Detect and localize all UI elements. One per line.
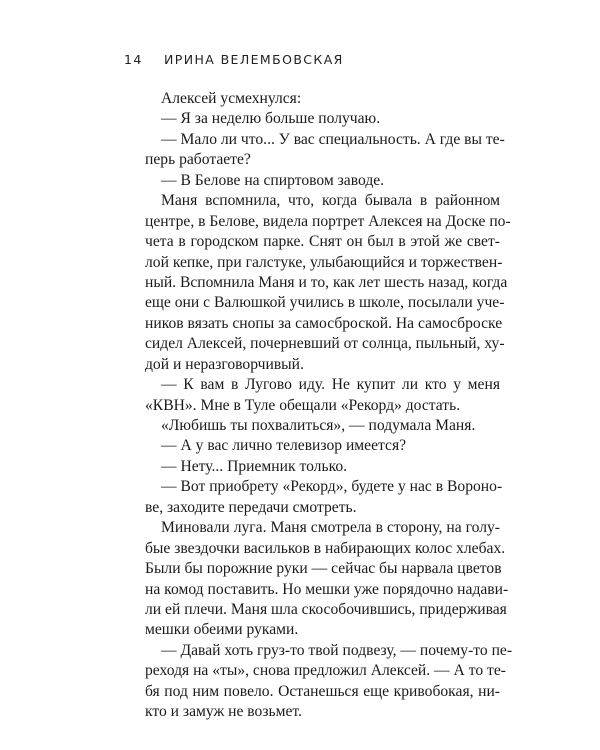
text-line: — К вам в Лугово иду. Не купит ли кто у меня xyxy=(161,376,500,394)
text-line: Алексей усмехнулся: xyxy=(161,90,302,107)
text-line: лой кепке, при галстуке, улыбающийся и торжествен- xyxy=(145,253,503,271)
text-line: бя под ним повело. Останешься еще кривобокая, ни- xyxy=(145,682,500,700)
text-line: Миновали луга. Маня смотрела в сторону, на голу- xyxy=(161,519,500,537)
text-line: «Любишь ты похвалиться», — подумала Маня. xyxy=(161,417,476,434)
text-line: дой и неразговорчивый. xyxy=(145,355,304,373)
text-line: кто и замуж не возьмет. xyxy=(145,703,302,721)
text-line: Маня вспомнила, что, когда бывала в районном xyxy=(161,192,500,210)
text-line: ников вязать снопы за самосброской. На самосброске xyxy=(145,314,503,332)
text-line: на комод поставить. Но мешки уже порядочно надави- xyxy=(145,580,509,598)
text-line: центре, в Белове, видела портрет Алексея на Доске по- xyxy=(145,212,511,230)
text-line: — Давай хоть груз-то твой подвезу, — почему-то пе- xyxy=(161,641,513,659)
body-text xyxy=(145,89,513,723)
text-line: ный. Вспомнила Маня и то, как лет шесть назад, когда xyxy=(145,273,508,291)
running-header xyxy=(124,52,344,67)
text-line: — Мало ли что... У вас специальность. А где вы те- xyxy=(161,130,505,148)
text-line: чета в городском парке. Снят он был в этой же свет- xyxy=(145,233,500,251)
text-line: ве, заходите передачи смотреть. xyxy=(145,498,357,516)
text-line: — А у вас лично телевизор имеется? xyxy=(161,437,407,455)
page-number: 14 xyxy=(124,52,143,67)
text-line: — Нету... Приемник только. xyxy=(161,457,348,475)
text-line: ли ей плечи. Маня шла скособочившись, придерживая xyxy=(145,600,507,618)
text-line: перь работаете? xyxy=(145,151,251,169)
text-line: реходя на «ты», снова предложил Алексей. — А то те- xyxy=(145,662,506,680)
text-line: — Вот приобрету «Рекорд», будете у нас в Вороно- xyxy=(161,478,503,496)
text-line: Были бы порожние руки — сейчас бы нарвала цветов xyxy=(145,560,502,578)
text-line: — Я за неделю больше получаю. xyxy=(161,110,381,128)
text-line: «КВН». Мне в Туле обещали «Рекорд» достать. xyxy=(145,396,461,414)
text-line: мешки обеими руками. xyxy=(145,621,299,639)
text-line: сидел Алексей, почерневший от солнца, пыльный, ху- xyxy=(145,335,505,353)
text-line: еще они с Валюшкой учились в школе, посылали уче- xyxy=(145,294,505,312)
text-line: — В Белове на спиртовом заводе. xyxy=(161,171,385,189)
running-title: ИРИНА ВЕЛЕМБОВСКАЯ xyxy=(164,52,344,67)
text-line: бые звездочки васильков в набирающих колос хлебах. xyxy=(145,539,506,557)
